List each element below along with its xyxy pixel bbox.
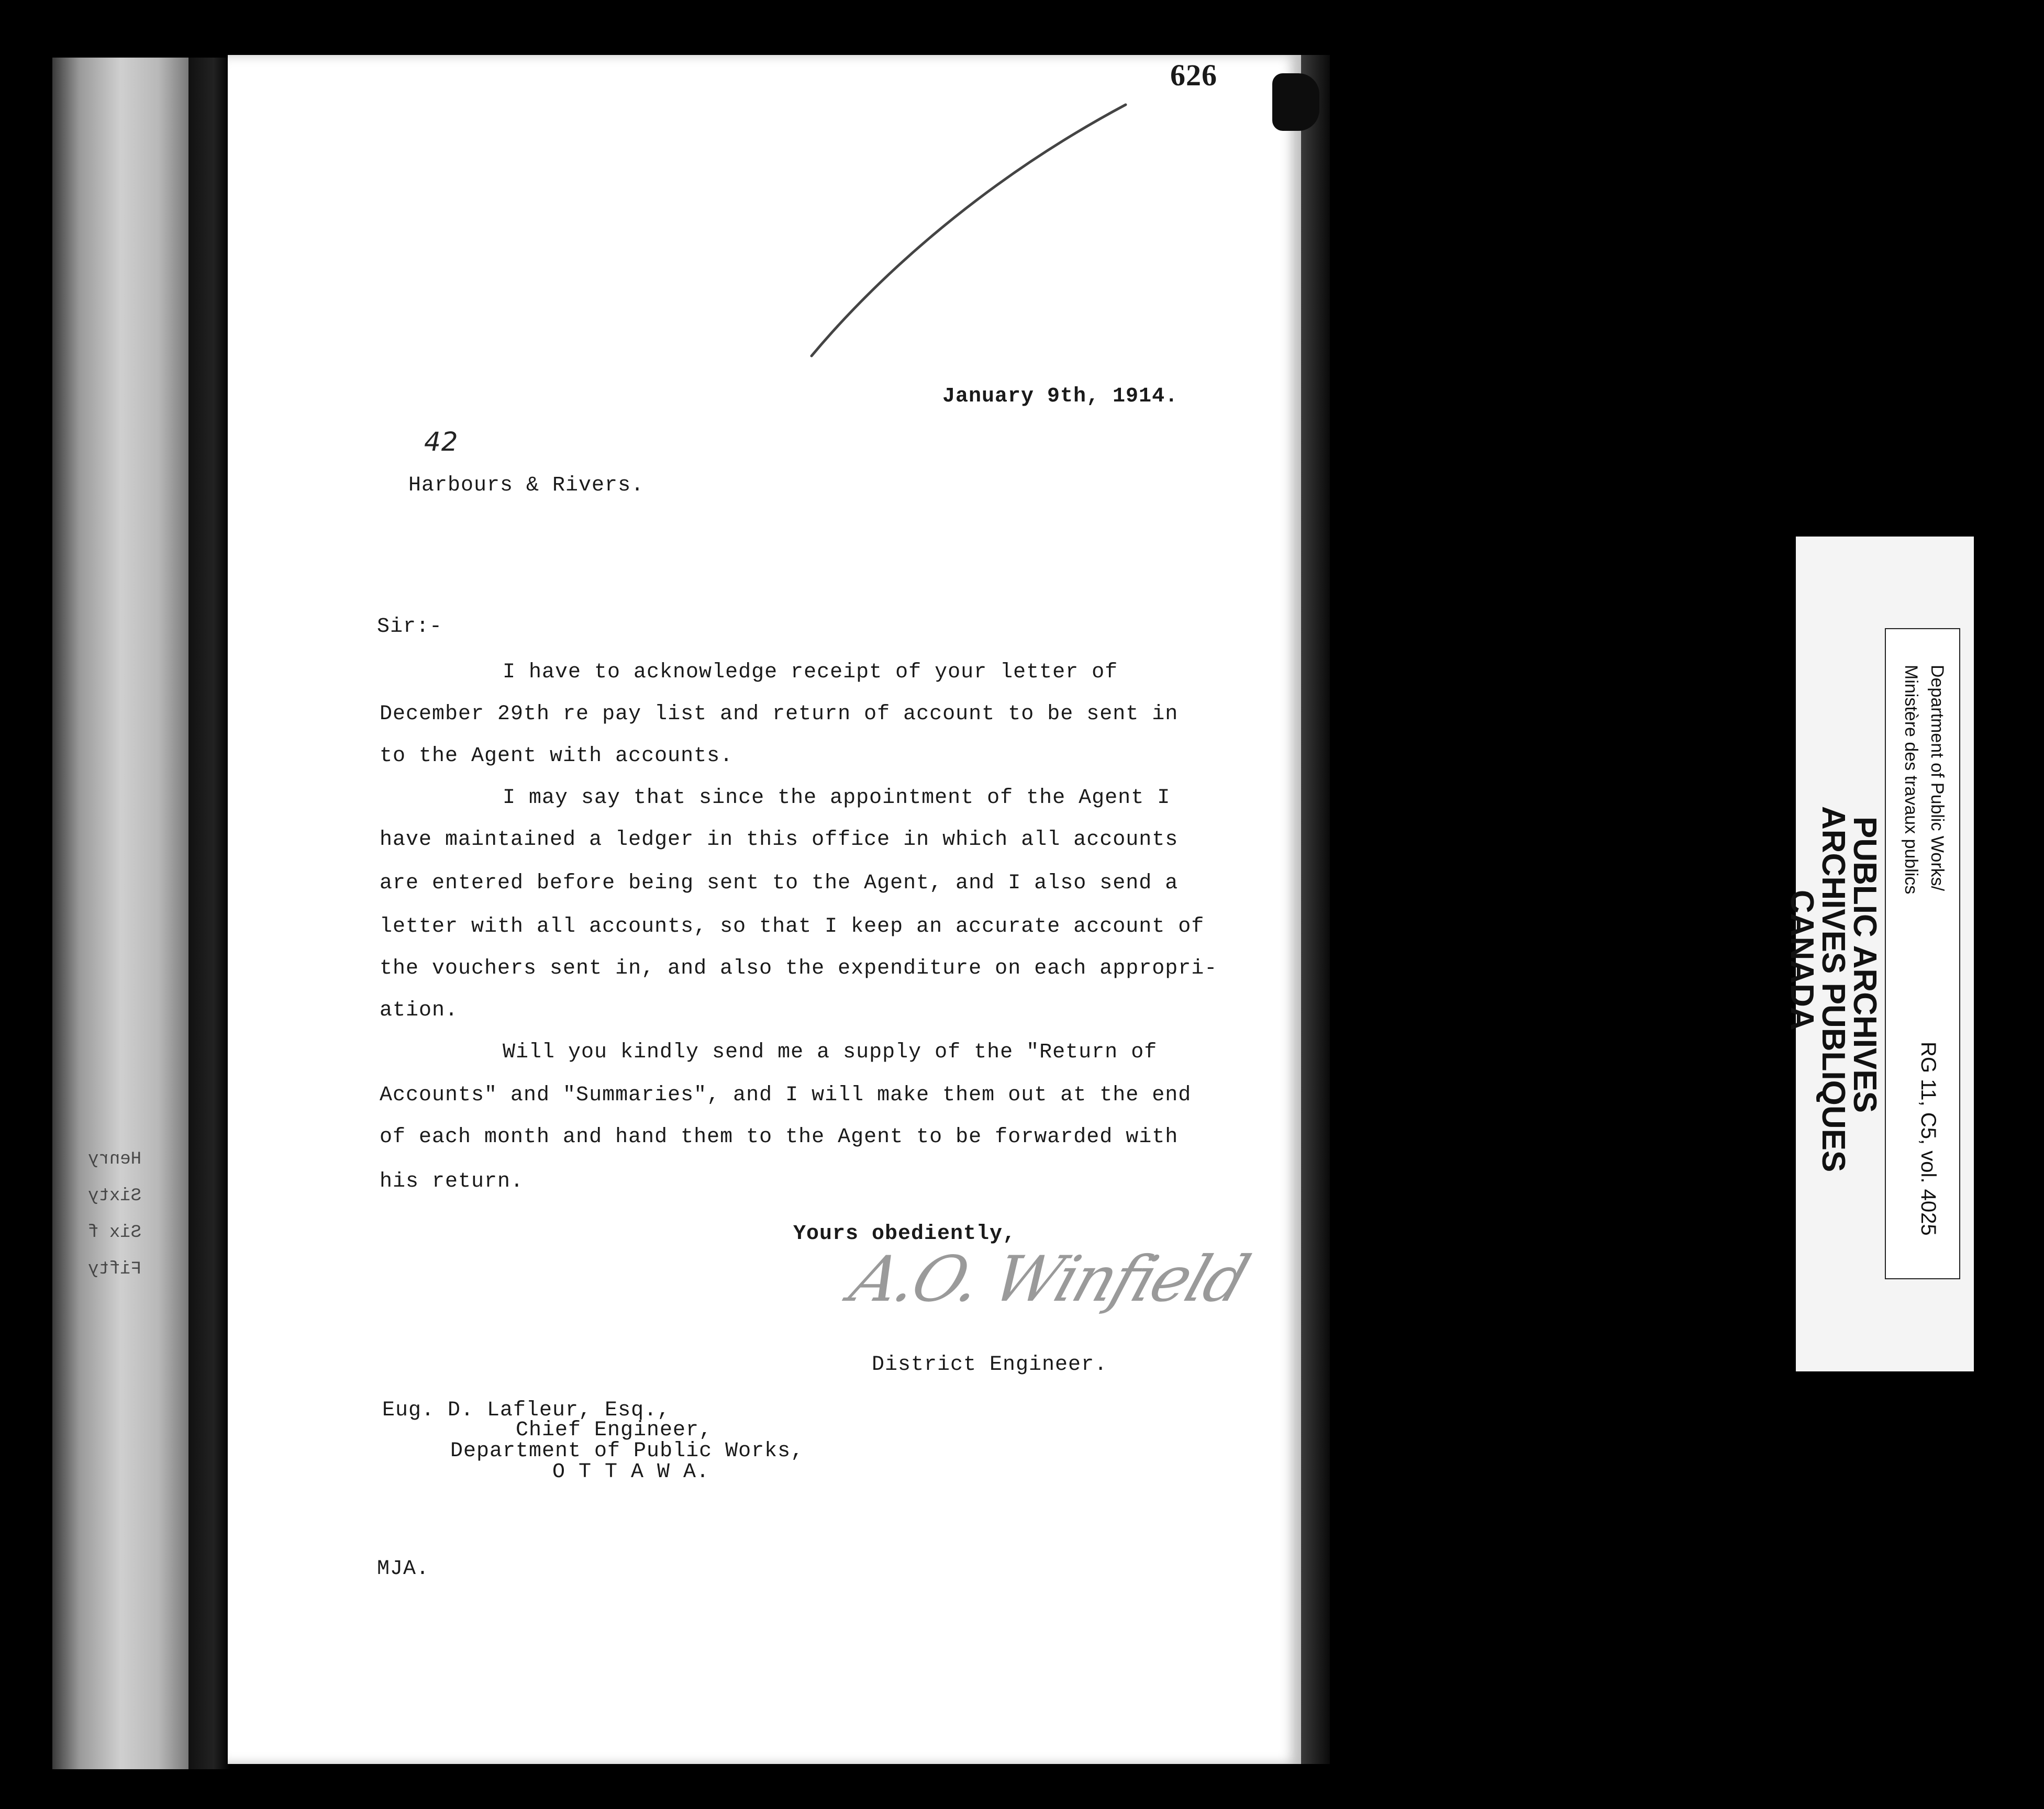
- body-line: the vouchers sent in, and also the expenditure on each appropri-: [380, 957, 1218, 980]
- letter-date: January 9th, 1914.: [942, 385, 1179, 408]
- body-line: to the Agent with accounts.: [380, 744, 734, 768]
- body-line: are entered before being sent to the Agent, and I also send a: [380, 872, 1179, 895]
- archive-country: CANADA: [1784, 890, 1820, 1031]
- recipient-city: O T T A W A.: [552, 1460, 710, 1484]
- paper-clip: [1272, 73, 1319, 131]
- letter-subject: Harbours & Rivers.: [408, 474, 645, 497]
- binding-edge: [188, 58, 230, 1769]
- signature: A.O. Winfield: [841, 1243, 1256, 1316]
- closing: Yours obediently,: [793, 1222, 1016, 1246]
- pen-stroke: [785, 94, 1152, 366]
- recipient-department: Department of Public Works,: [450, 1439, 804, 1463]
- body-line: have maintained a ledger in this office in which all accounts: [380, 828, 1179, 852]
- bleed-through-text: Henry Sixty Six f Fifty: [87, 1149, 141, 1279]
- binding-strip: [52, 58, 204, 1769]
- archive-name-fr: ARCHIVES PUBLIQUES: [1815, 806, 1851, 1172]
- archive-reference: RG 11, C5, vol. 4025: [1917, 1042, 1940, 1236]
- body-line: Will you kindly send me a supply of the "Return of: [503, 1041, 1158, 1064]
- recipient-position: Chief Engineer,: [516, 1419, 713, 1442]
- department-en: Department of Public Works/: [1927, 665, 1947, 891]
- body-line: I may say that since the appointment of the Agent I: [503, 786, 1171, 810]
- archive-name-en: PUBLIC ARCHIVES: [1847, 817, 1883, 1113]
- body-line: I have to acknowledge receipt of your letter of: [503, 661, 1118, 684]
- body-line: ation.: [380, 999, 459, 1022]
- body-line: his return.: [380, 1170, 524, 1193]
- body-line: December 29th re pay list and return of account to be sent in: [380, 702, 1179, 726]
- department-fr: Ministère des travaux publics: [1901, 665, 1921, 895]
- body-line: Accounts" and "Summaries", and I will make them out at the end: [380, 1084, 1192, 1107]
- typist-initials: MJA.: [377, 1557, 430, 1581]
- body-line: of each month and hand them to the Agent to be forwarded with: [380, 1125, 1179, 1149]
- page-shadow: [1301, 55, 1330, 1764]
- signer-title: District Engineer.: [872, 1353, 1108, 1377]
- body-line: letter with all accounts, so that I keep an accurate account of: [380, 915, 1205, 939]
- recipient-name: Eug. D. Lafleur, Esq.,: [382, 1399, 671, 1422]
- folio-number: 626: [1170, 58, 1217, 92]
- file-number: 42: [424, 427, 459, 457]
- salutation: Sir:-: [377, 615, 443, 639]
